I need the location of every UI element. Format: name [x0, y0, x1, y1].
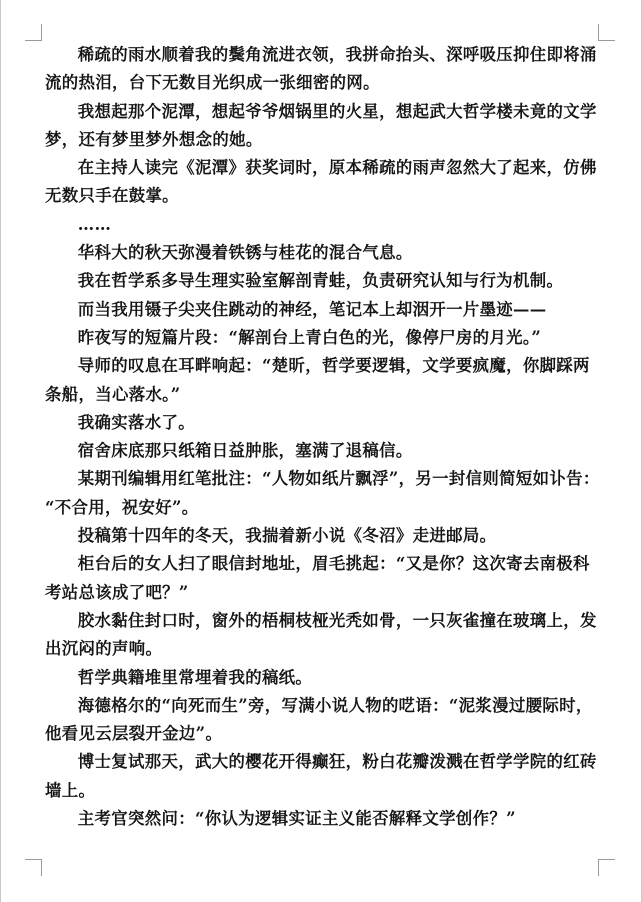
paragraph: 在主持人读完《泥潭》获奖词时，原本稀疏的雨声忽然大了起来，仿佛 无数只手在鼓掌。 — [45, 158, 597, 206]
document-body[interactable] — [45, 41, 601, 833]
paragraph: 柜台后的女人扫了眼信封地址，眉毛挑起：“又是你？这次寄去南极科 考站总该成了吧？” — [45, 554, 590, 602]
paragraph: 胶水黏住封口时，窗外的梧桐枝桠光秃如骨，一只灰雀撞在玻璃上，发 出沉闷的声响。 — [45, 610, 597, 659]
paragraph: 华科大的秋天弥漫着铁锈与桂花的混合气息。 — [77, 243, 413, 263]
paragraph: 昨夜写的短篇片段：“解剖台上青白色的光，像停尸房的月光。” — [77, 327, 542, 347]
paragraph: 哲学典籍堆里常埋着我的稿纸。 — [77, 667, 313, 687]
paragraph: 稀疏的雨水顺着我的鬓角流进衣领，我拼命抬头、深呼吸压抑住即将涌 流的热泪，台下无数目光织成一张细密的网。 — [45, 45, 597, 93]
paragraph: …… — [77, 214, 112, 234]
paragraph: 海德格尔的“向死而生”旁，写满小说人物的呓语：“泥浆漫过腰际时， 他看见云层裂开金边”。 — [45, 695, 593, 744]
paragraph: 我确实落水了。 — [77, 412, 195, 432]
paragraph: 我在哲学系多导生理实验室解剖青蛙，负责研究认知与行为机制。 — [77, 271, 564, 291]
margin-corner-bottom-left — [25, 859, 42, 876]
margin-corner-top-right — [598, 24, 615, 41]
paragraph: 导师的叹息在耳畔响起：“楚昕，哲学要逻辑，文学要疯魔，你脚踩两 条船，当心落水。” — [45, 356, 590, 404]
margin-corner-top-left — [25, 24, 42, 41]
paragraph: 主考官突然问：“你认为逻辑实证主义能否解释文学创作？” — [77, 809, 516, 829]
paragraph: 我想起那个泥潭，想起爷爷烟锅里的火星，想起武大哲学楼未竟的文学 梦，还有梦里梦外想念的她。 — [45, 101, 597, 149]
paragraph: 宿舍床底那只纸箱日益肿胀，塞满了退稿信。 — [77, 441, 413, 461]
paragraph: 投稿第十四年的冬天，我揣着新小说《冬沼》走进邮局。 — [77, 526, 497, 546]
margin-corner-bottom-right — [598, 859, 615, 876]
paragraph: 某期刊编辑用红笔批注：“人物如纸片飘浮”，另一封信则简短如讣告： “不合用，祝安好”。 — [45, 469, 600, 517]
paragraph: 博士复试那天，武大的樱花开得癫狂，粉白花瓣泼溅在哲学学院的红砖 墙上。 — [45, 752, 597, 800]
paragraph: 而当我用镊子尖夹住跳动的神经，笔记本上却洇开一片墨迹—— — [77, 299, 547, 319]
